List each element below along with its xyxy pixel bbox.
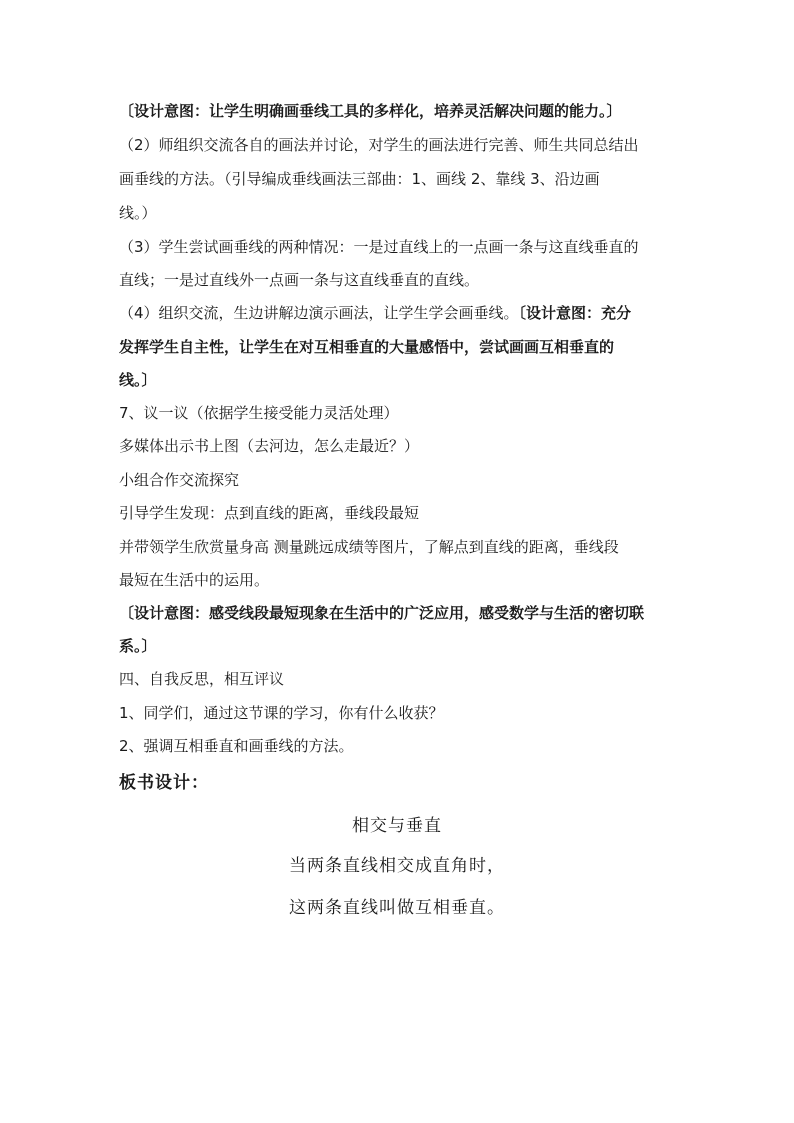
board-line-1: 当两条直线相交成直角时， [289,856,505,876]
board-title: 相交与垂直 [352,816,442,836]
paragraph-line: 线。） [119,204,157,222]
paragraph-line: 2、强调互相垂直和画垂线的方法。 [119,737,354,755]
paragraph-line: 小组合作交流探究 [119,471,240,489]
design-intent-line: 线。〕 [119,371,157,389]
paragraph-line: 1、同学们，通过这节课的学习，你有什么收获？ [119,704,444,722]
paragraph-line: 并带领学生欣赏量身高 测量跳远成绩等图片，了解点到直线的距离，垂线段 [119,538,619,556]
section-item: 7、议一议（依据学生接受能力灵活处理） [119,404,399,422]
paragraph-line: 画垂线的方法。（引导编成垂线画法三部曲：1、画线 2、靠线 3、沿边画 [119,170,600,188]
paragraph-text: （4）组织交流，生边讲解边演示画法，让学生学会画垂线。 [119,304,519,322]
board-line-2: 这两条直线叫做互相垂直。 [289,898,505,918]
design-intent-tools: 〔设计意图：让学生明确画垂线工具的多样化，培养灵活解决问题的能力。〕 [119,102,622,120]
design-intent-line: 发挥学生自主性，让学生在对互相垂直的大量感悟中，尝试画画互相垂直的 [119,338,615,356]
design-intent-line: 系。〕 [119,637,157,655]
paragraph-line: （3）学生尝试画垂线的两种情况：一是过直线上的一点画一条与这直线垂直的 [119,238,639,256]
paragraph-line: 引导学生发现：点到直线的距离，垂线段最短 [119,504,420,522]
paragraph-line: 多媒体出示书上图（去河边，怎么走最近？） [119,437,420,455]
paragraph-line: （2）师组织交流各自的画法并讨论，对学生的画法进行完善、师生共同总结出 [119,136,639,154]
paragraph-line-with-intent [119,303,631,323]
board-design-heading: 板书设计： [119,773,209,793]
design-intent-start: 〔设计意图：充分 [518,304,632,322]
paragraph-line: 直线；一是过直线外一点画一条与这直线垂直的直线。 [119,271,480,289]
paragraph-line: 最短在生活中的运用。 [119,571,270,589]
section-heading: 四、自我反思，相互评议 [119,670,285,688]
design-intent-line: 〔设计意图：感受线段最短现象在生活中的广泛应用，感受数学与生活的密切联 [119,604,645,622]
